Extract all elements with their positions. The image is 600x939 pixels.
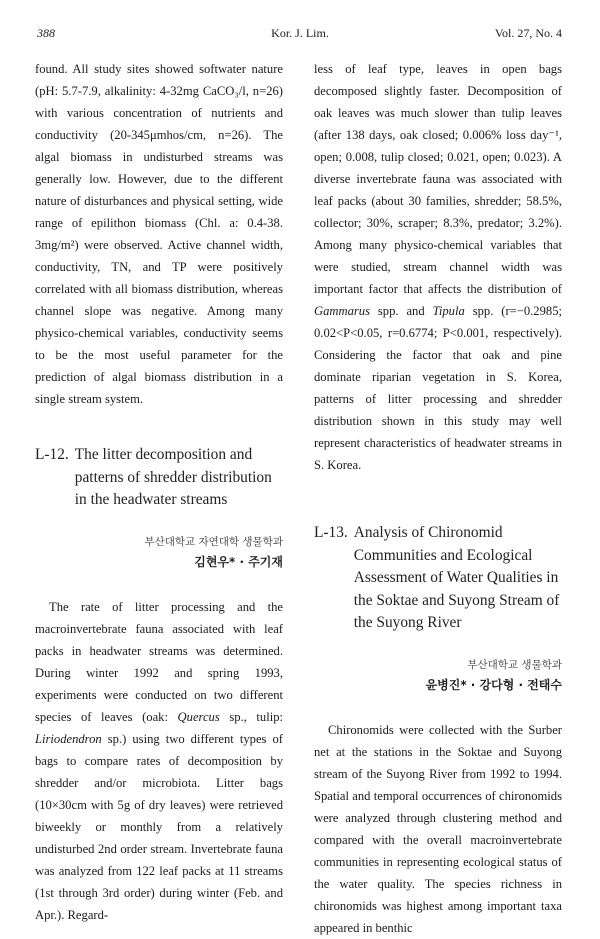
journal-name: Kor. J. Lim. bbox=[271, 26, 329, 40]
abstract-text: spp. (r=−0.2985; 0.02<P<0.05, r=0.6774; P<0.001, respectively). Considering the factor that oak and pine dominate riparian vegetation in S. Korea, patterns of litter processing and shredder distribution shown in this study may well represent characteristics of headwater streams in S. Korea. bbox=[314, 304, 562, 472]
abstract-text: spp. and bbox=[369, 304, 433, 318]
left-column bbox=[35, 58, 283, 926]
section-heading-l12 bbox=[35, 444, 283, 512]
authors: 김현우* · 주기재 bbox=[194, 554, 283, 569]
abstract-paragraph: Chironomids were collected with the Surber net at the stations in the Soktae and Suyong stream of the Suyong River from 1992 to 1994. Spatial and temporal occurrences of chironomids were analyzed through clustering method and compared with the overall macroinvertebrate communities in representing ecological status of the water quality. The species richness in chironomids was highest among important taxa appeared in benthic bbox=[314, 722, 562, 935]
affiliation: 부산대학교 생물학과 bbox=[467, 658, 562, 671]
page-number: 388 bbox=[37, 26, 55, 40]
affiliation: 부산대학교 자연대학 생물학과 bbox=[144, 535, 283, 548]
section-title: The litter decomposition and patterns of shredder distribution in the headwater streams bbox=[74, 446, 272, 508]
section-heading-l13 bbox=[314, 522, 562, 635]
abstract-paragraph bbox=[35, 596, 283, 926]
volume-issue: Vol. 27, No. 4 bbox=[494, 26, 562, 40]
genus-name: Liriodendron bbox=[35, 731, 102, 746]
continued-abstract: found. All study sites showed softwater nature (pH: 5.7-7.9, alkalinity: 4-32mg CaCO₃/l, n=26) with various concentration of nutrients and conductivity (20-345μmhos/cm, n=26). The algal biomass in undisturbed streams was generally low. However, due to the different nature of disturbances and physical setting, wide range of epilithon biomass (Chl. a: 0.4-38. 3mg/m²) were observed. Active channel width, conductivity, TN, and TP were positively correlated with all biomass distribution, whereas channel slope was negative. Among many physico-chemical variables, conductivity seems to be the most useful parameter for the prediction of algal biomass distribution in a single stream system. bbox=[35, 62, 283, 406]
section-number: L-12. bbox=[35, 446, 69, 463]
section-number: L-13. bbox=[314, 524, 348, 541]
abstract-text: sp., tulip: bbox=[219, 709, 284, 724]
genus-name: Tipula bbox=[432, 304, 465, 318]
authors: 윤병진* · 강다형 · 전태수 bbox=[425, 677, 562, 692]
abstract-text: less of leaf type, leaves in open bags decomposed slightly faster. Decomposition of oak leaves was much slower than tulip leaves (after 138 days, oak closed; 0.006% loss day⁻¹, open; 0.008, tulip closed; 0.021, open; 0.023). A diverse invertebrate fauna was associated with leaf packs (about 30 families, shredder; 58.5%, collector; 30%, scraper; 8.3%, predator; 3.2%). Among many physico-chemical variables that were studied, stream channel width was important factor that affects the distribution of bbox=[314, 62, 562, 296]
abstract-text: The rate of litter processing and the macroinvertebrate fauna associated with leaf packs in headwater streams was determined. During winter 1992 and spring 1993, experiments were conducted on two different species of leaves (oak: bbox=[35, 599, 283, 724]
section-title: Analysis of Chironomid Communities and Ecological Assessment of Water Qualities in the Soktae and Suyong Stream of the Suyong River bbox=[353, 524, 560, 631]
abstract-text: sp.) using two different types of bags to compare rates of decomposition by shredder and/or microbiota. Litter bags (10×30cm with 5g of dry leaves) were retrieved biweekly or monthly from a relatively undisturbed 2nd order stream. Invertebrate fauna was analyzed from 122 leaf packs at 11 streams (1st through 3rd order) during winter (Feb. and Apr.). Regard- bbox=[35, 731, 283, 922]
continued-abstract bbox=[314, 58, 562, 476]
genus-name: Quercus bbox=[177, 709, 220, 724]
genus-name: Gammarus bbox=[314, 304, 370, 318]
right-column bbox=[314, 58, 562, 939]
